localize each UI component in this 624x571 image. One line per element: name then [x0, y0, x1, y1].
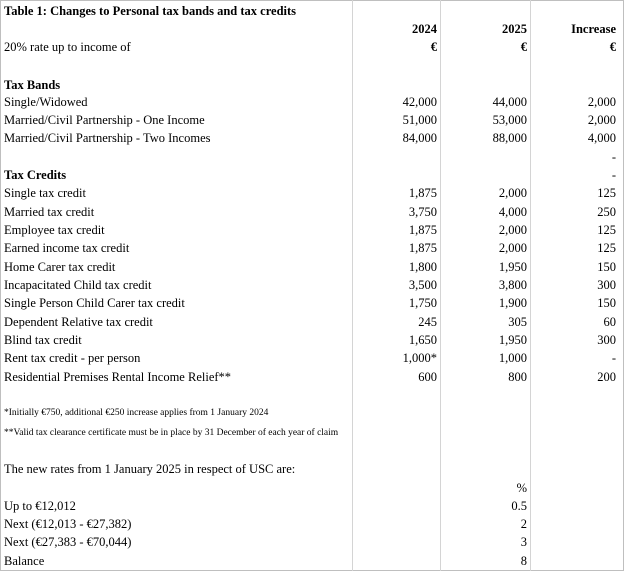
footnote-row	[0, 424, 624, 442]
credit-increase: 125	[597, 186, 616, 200]
table-row	[0, 313, 624, 331]
credit-2024: 1,875	[408, 186, 437, 200]
credit-label: Blind tax credit	[4, 333, 82, 347]
table-row	[0, 533, 624, 551]
band-increase: 2,000	[587, 95, 616, 109]
band-increase: -	[611, 150, 616, 164]
currency-increase: €	[609, 40, 616, 54]
credit-2024: 245	[418, 315, 437, 329]
band-increase: 2,000	[587, 113, 616, 127]
credit-2025: 2,000	[498, 186, 527, 200]
credit-2024: 3,500	[408, 278, 437, 292]
table-row	[0, 515, 624, 533]
usc-rate: 8	[520, 554, 527, 568]
credit-label: Home Carer tax credit	[4, 260, 116, 274]
year-header-row	[0, 20, 624, 38]
credit-2024: 600	[418, 370, 437, 384]
credit-2024: 1,650	[408, 333, 437, 347]
credit-increase: 125	[597, 241, 616, 255]
credit-increase: 150	[597, 296, 616, 310]
band-label: Single/Widowed	[4, 95, 88, 109]
usc-intro-row	[0, 460, 624, 478]
credit-2025: 1,900	[498, 296, 527, 310]
table-row	[0, 184, 624, 202]
usc-rate: 0.5	[511, 499, 527, 513]
currency-2024: €	[430, 40, 437, 54]
title-row	[0, 2, 624, 20]
table-row	[0, 276, 624, 294]
band-2025: 44,000	[492, 95, 527, 109]
band-increase: 4,000	[587, 131, 616, 145]
table-row	[0, 294, 624, 312]
footnote-1: *Initially €750, additional €250 increase applies from 1 January 2024	[4, 408, 269, 418]
credit-increase: 250	[597, 205, 616, 219]
header-2024: 2024	[412, 22, 437, 36]
usc-percent-header: %	[516, 481, 527, 495]
credit-increase: 300	[597, 278, 616, 292]
credit-2024: 1,000*	[402, 351, 437, 365]
usc-band-label: Next (€12,013 - €27,382)	[4, 517, 132, 531]
band-label: Married/Civil Partnership - One Income	[4, 113, 205, 127]
header-2025: 2025	[502, 22, 527, 36]
credit-label: Incapacitated Child tax credit	[4, 278, 152, 292]
table-row	[0, 203, 624, 221]
credit-2025: 2,000	[498, 241, 527, 255]
band-2025: 88,000	[492, 131, 527, 145]
credit-2025: 1,950	[498, 333, 527, 347]
usc-intro: The new rates from 1 January 2025 in respect of USC are:	[4, 462, 296, 476]
rate-label: 20% rate up to income of	[4, 40, 131, 54]
credit-2025: 305	[508, 315, 527, 329]
credit-label: Married tax credit	[4, 205, 95, 219]
table-row	[0, 349, 624, 367]
table-row	[0, 221, 624, 239]
credit-label: Single Person Child Carer tax credit	[4, 296, 185, 310]
credit-2025: 1,000	[498, 351, 527, 365]
table-row	[0, 497, 624, 515]
credit-2025: 1,950	[498, 260, 527, 274]
credit-label: Employee tax credit	[4, 223, 105, 237]
credit-2025: 800	[508, 370, 527, 384]
credit-increase: 60	[603, 315, 616, 329]
header-increase: Increase	[571, 22, 616, 36]
table-row	[0, 129, 624, 147]
credit-label: Single tax credit	[4, 186, 86, 200]
table-row	[0, 239, 624, 257]
table-row	[0, 93, 624, 111]
band-2024: 42,000	[402, 95, 437, 109]
table-row	[0, 368, 624, 386]
currency-2025: €	[520, 40, 527, 54]
credit-2025: 4,000	[498, 205, 527, 219]
tax-bands-heading: Tax Bands	[4, 78, 61, 92]
usc-band-label: Up to €12,012	[4, 499, 76, 513]
credit-increase: 150	[597, 260, 616, 274]
band-2025: 53,000	[492, 113, 527, 127]
credit-2024: 1,750	[408, 296, 437, 310]
credit-increase: 300	[597, 333, 616, 347]
rate-currency-row	[0, 38, 624, 56]
table-row	[0, 258, 624, 276]
table-row	[0, 552, 624, 570]
credit-2024: 1,875	[408, 223, 437, 237]
band-2024: 84,000	[402, 131, 437, 145]
usc-rate: 2	[520, 517, 527, 531]
credit-2024: 1,875	[408, 241, 437, 255]
credit-label: Dependent Relative tax credit	[4, 315, 153, 329]
band-label: Married/Civil Partnership - Two Incomes	[4, 131, 211, 145]
credit-increase: 125	[597, 223, 616, 237]
tax-credits-heading-row	[0, 166, 624, 184]
footnote-row	[0, 404, 624, 422]
credit-label: Earned income tax credit	[4, 241, 130, 255]
table-row	[0, 331, 624, 349]
usc-band-label: Next (€27,383 - €70,044)	[4, 535, 132, 549]
usc-percent-header-row	[0, 479, 624, 497]
credit-label: Rent tax credit - per person	[4, 351, 141, 365]
table-row	[0, 111, 624, 129]
table-title: Table 1: Changes to Personal tax bands and tax credits	[4, 4, 297, 18]
footnote-2: **Valid tax clearance certificate must be in place by 31 December of each year of claim	[4, 428, 339, 438]
table-row	[0, 148, 624, 166]
credit-label: Residential Premises Rental Income Relief**	[4, 370, 232, 384]
credit-2025: 3,800	[498, 278, 527, 292]
band-2024: 51,000	[402, 113, 437, 127]
usc-band-label: Balance	[4, 554, 45, 568]
credit-increase: -	[611, 351, 616, 365]
credit-2024: 3,750	[408, 205, 437, 219]
credit-2025: 2,000	[498, 223, 527, 237]
credit-2024: 1,800	[408, 260, 437, 274]
tax-credits-heading-increase: -	[611, 168, 616, 182]
usc-rate: 3	[520, 535, 527, 549]
credit-increase: 200	[597, 370, 616, 384]
tax-bands-heading-row	[0, 76, 624, 94]
tax-credits-heading: Tax Credits	[4, 168, 67, 182]
